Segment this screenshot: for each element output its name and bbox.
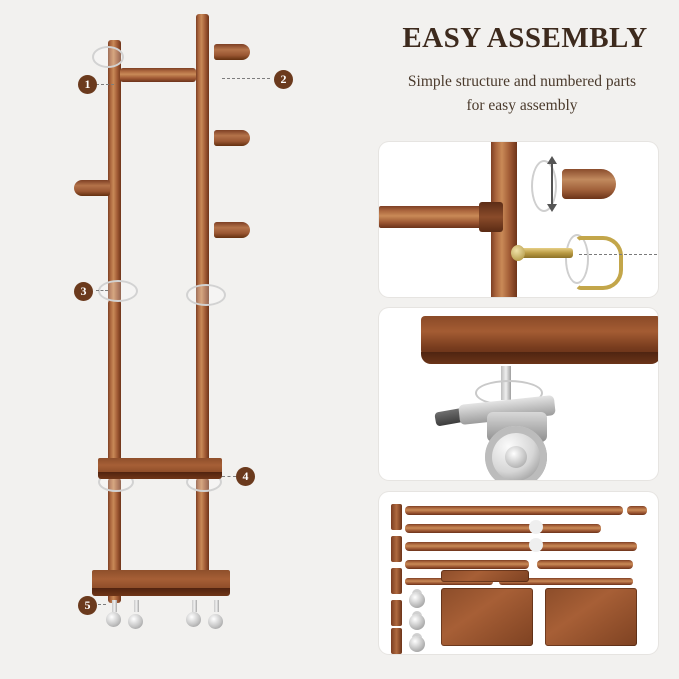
part-shelf-panel xyxy=(441,588,533,646)
part-connector xyxy=(529,520,543,534)
arrow-down-icon xyxy=(547,204,557,212)
caster-stem xyxy=(112,600,117,612)
callout-leader xyxy=(98,604,106,605)
brass-bolt xyxy=(519,248,573,258)
part-long-rod xyxy=(405,506,623,515)
subtitle-line-2: for easy assembly xyxy=(466,97,578,114)
post-mid-right xyxy=(196,300,209,480)
lower-shelf-edge xyxy=(92,588,230,596)
caster-stem xyxy=(134,600,139,612)
callout-leader xyxy=(96,290,108,291)
part-mid-rod xyxy=(537,560,633,569)
caster-detail-photo xyxy=(379,308,658,480)
part-peg xyxy=(391,536,402,562)
caster-wheel-hub xyxy=(505,446,527,468)
part-peg xyxy=(391,504,402,530)
bolt-head xyxy=(511,245,525,261)
part-peg xyxy=(391,600,402,626)
washer-ring xyxy=(92,46,124,68)
caster-stem xyxy=(214,600,219,612)
caster-wheel xyxy=(208,614,223,629)
washer-ring xyxy=(186,284,226,306)
alignment-dashed-line xyxy=(579,254,657,255)
callout-badge-5: 5 xyxy=(78,596,97,615)
top-crossbar xyxy=(120,68,196,82)
callout-leader xyxy=(222,78,270,79)
part-peg xyxy=(391,628,402,654)
lower-shelf xyxy=(92,570,230,590)
part-shelf-panel xyxy=(545,588,637,646)
part-long-rod xyxy=(405,524,601,533)
post-mid-left xyxy=(108,300,121,480)
part-connector xyxy=(529,538,543,552)
rail-end-cap xyxy=(479,202,503,232)
washer-ring xyxy=(98,280,138,302)
direction-arrow-shaft xyxy=(551,162,553,210)
allen-wrench-icon xyxy=(575,236,623,290)
caster-wheel xyxy=(128,614,143,629)
callout-badge-4: 4 xyxy=(236,467,255,486)
callout-leader xyxy=(222,476,236,477)
post-upper-right xyxy=(196,14,209,304)
upper-shelf-edge xyxy=(98,472,222,479)
hook-peg xyxy=(214,44,250,60)
callout-badge-3: 3 xyxy=(74,282,93,301)
page-subtitle xyxy=(372,70,672,118)
subtitle-line-1: Simple structure and numbered parts xyxy=(407,73,637,90)
hook-peg xyxy=(74,180,110,196)
wooden-hook-peg xyxy=(562,169,616,199)
part-peg xyxy=(391,568,402,594)
caster-stem xyxy=(192,600,197,612)
hook-peg xyxy=(214,130,250,146)
part-caster xyxy=(409,614,425,630)
caster-wheel xyxy=(106,612,121,627)
hook-detail-photo xyxy=(379,142,658,297)
part-caster xyxy=(409,636,425,652)
page-title: EASY ASSEMBLY xyxy=(402,22,648,54)
parts-layout-photo xyxy=(379,492,658,654)
callout-badge-2: 2 xyxy=(274,70,293,89)
arrow-up-icon xyxy=(547,156,557,164)
part-mid-rod xyxy=(405,560,529,569)
part-caster xyxy=(409,592,425,608)
callout-badge-1: 1 xyxy=(78,75,97,94)
part-rod-end xyxy=(627,506,647,515)
part-crossbar xyxy=(441,570,529,582)
shelf-board-edge xyxy=(421,352,658,364)
hook-peg xyxy=(214,222,250,238)
part-long-rod xyxy=(405,542,637,551)
callout-leader xyxy=(96,84,114,85)
caster-wheel xyxy=(186,612,201,627)
